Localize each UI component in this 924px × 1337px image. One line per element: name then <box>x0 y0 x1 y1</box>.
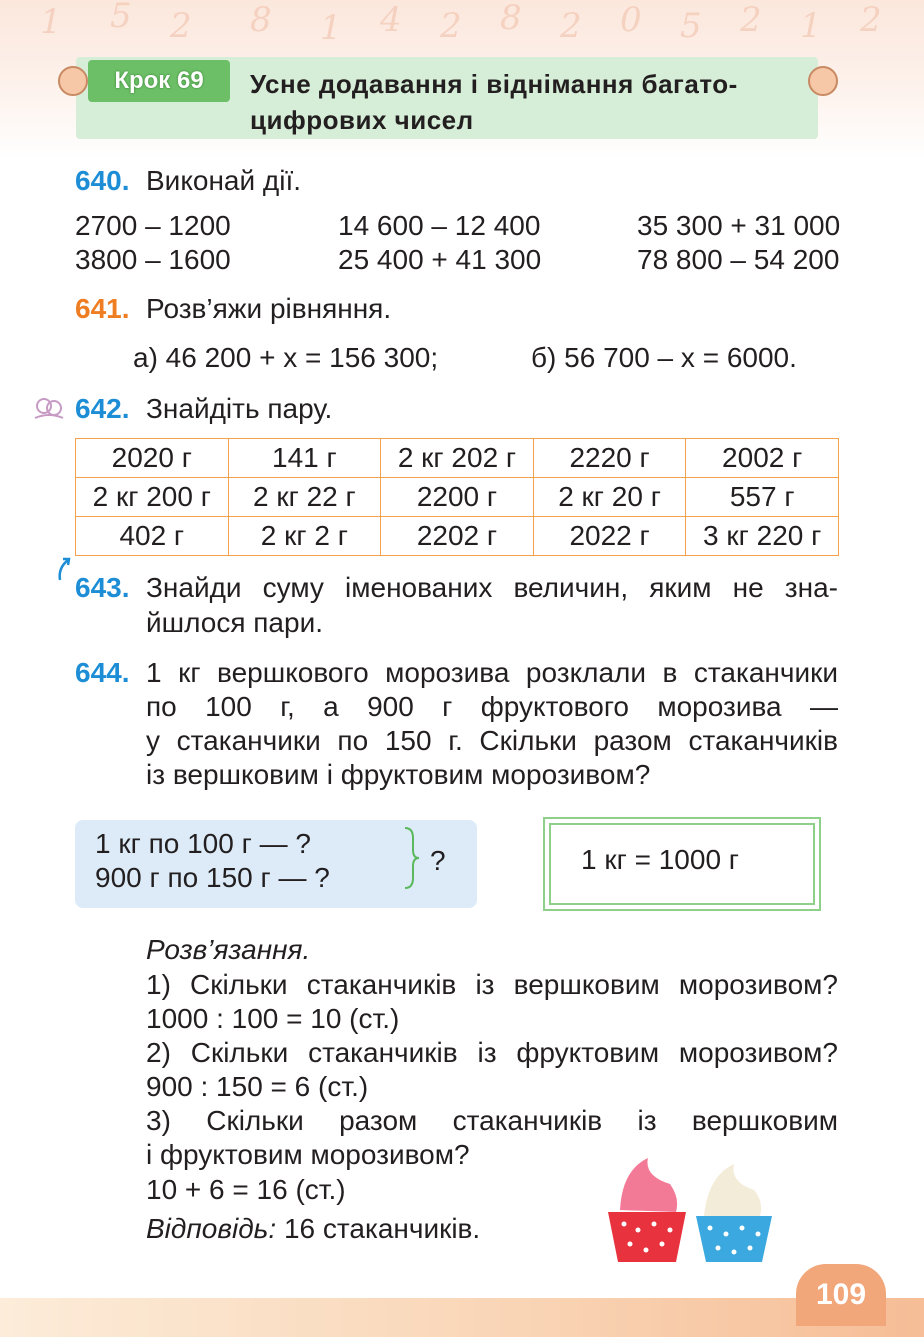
ex640-r2c2: 25 400 + 41 300 <box>338 244 542 275</box>
ex642-text: Знайдіть пару. <box>146 393 333 424</box>
ex644-number: 644. <box>75 657 130 688</box>
table-row <box>76 439 839 478</box>
ex644-line3: у стаканчики по 150 г. Скільки разом стаканчиків <box>146 725 838 756</box>
ex640-text: Виконай дії. <box>146 165 302 196</box>
solution-calc1: 1000 : 100 = 10 (ст.) <box>146 1003 400 1034</box>
ex640-r2c1: 3800 – 1600 <box>75 244 231 275</box>
table-cell: 2 кг 20 г <box>533 478 686 517</box>
table-row <box>76 517 839 556</box>
lesson-badge: Крок 69 <box>88 60 230 102</box>
ex644-line2: по 100 г, а 900 г фруктового морозива — <box>146 691 838 722</box>
curved-arrow-icon <box>54 556 74 582</box>
solution-calc3: 10 + 6 = 16 (ст.) <box>146 1174 346 1205</box>
hand-right-icon <box>808 66 838 96</box>
hand-left-icon <box>58 66 88 96</box>
solution-title: Розв’язання. <box>146 934 311 965</box>
table-row <box>76 478 839 517</box>
ex644-line4: із вершковим і фруктовим морозивом? <box>146 759 651 790</box>
ex644-line1: 1 кг вершкового морозива розклали в стаканчики <box>146 657 838 688</box>
table-cell: 2022 г <box>533 517 686 556</box>
table-cell: 2202 г <box>381 517 534 556</box>
table-cell: 2200 г <box>381 478 534 517</box>
given-question: ? <box>430 845 446 876</box>
curly-brace-icon <box>403 826 421 890</box>
table-cell: 2 кг 22 г <box>228 478 381 517</box>
lesson-title-text: Усне додавання і віднімання багато-цифрових чисел <box>250 69 738 135</box>
solution-step1: 1) Скільки стаканчиків із вершковим морозивом? <box>146 969 838 1000</box>
ex640-number: 640. <box>75 165 130 196</box>
ex643-line1: Знайди суму іменованих величин, яким не зна- <box>146 572 838 603</box>
lesson-title <box>250 66 810 138</box>
ex642-number: 642. <box>75 393 130 424</box>
table-cell: 141 г <box>228 439 381 478</box>
ex640-r1c1: 2700 – 1200 <box>75 210 231 241</box>
answer-text: 16 стаканчиків. <box>276 1213 481 1244</box>
pairs-table <box>75 438 839 556</box>
ex640-r1c2: 14 600 – 12 400 <box>338 210 541 241</box>
table-cell: 3 кг 220 г <box>686 517 839 556</box>
table-cell: 2 кг 202 г <box>381 439 534 478</box>
answer-line <box>146 1212 480 1246</box>
table-cell: 402 г <box>76 517 229 556</box>
ex641-text: Розв’яжи рівняння. <box>146 293 392 324</box>
solution-step3: 3) Скільки разом стаканчиків із вершковим <box>146 1105 838 1136</box>
page-number: 109 <box>796 1264 886 1326</box>
ex643-line2: йшлося пари. <box>146 607 323 638</box>
solution-calc2: 900 : 150 = 6 (ст.) <box>146 1071 369 1102</box>
top-decoration-band: 1 5 2 8 1 4 2 8 2 0 5 2 1 2 <box>0 0 924 160</box>
given-line1: 1 кг по 100 г — ? <box>95 828 311 859</box>
answer-label: Відповідь: <box>146 1213 277 1244</box>
table-cell: 2 кг 2 г <box>228 517 381 556</box>
table-cell: 2 кг 200 г <box>76 478 229 517</box>
given-line2: 900 г по 150 г — ? <box>95 862 330 893</box>
ex640-r2c3: 78 800 – 54 200 <box>637 244 840 275</box>
ex641-equation-a: а) 46 200 + x = 156 300; <box>133 342 439 373</box>
solution-step2: 2) Скільки стаканчиків із фруктовим морозивом? <box>146 1037 838 1068</box>
conversion-text: 1 кг = 1000 г <box>581 844 740 875</box>
table-cell: 2020 г <box>76 439 229 478</box>
ex643-number: 643. <box>75 572 130 603</box>
ex641-equation-b: б) 56 700 – x = 6000. <box>531 342 797 373</box>
solution-step3-cont: і фруктовим морозивом? <box>146 1139 470 1170</box>
table-cell: 557 г <box>686 478 839 517</box>
ice-cream-cups-illustration <box>600 1150 780 1270</box>
pair-work-icon <box>33 396 65 420</box>
ex640-r1c3: 35 300 + 31 000 <box>637 210 841 241</box>
table-cell: 2220 г <box>533 439 686 478</box>
table-cell: 2002 г <box>686 439 839 478</box>
ex641-number: 641. <box>75 293 130 324</box>
bottom-decoration-band <box>0 1298 924 1337</box>
